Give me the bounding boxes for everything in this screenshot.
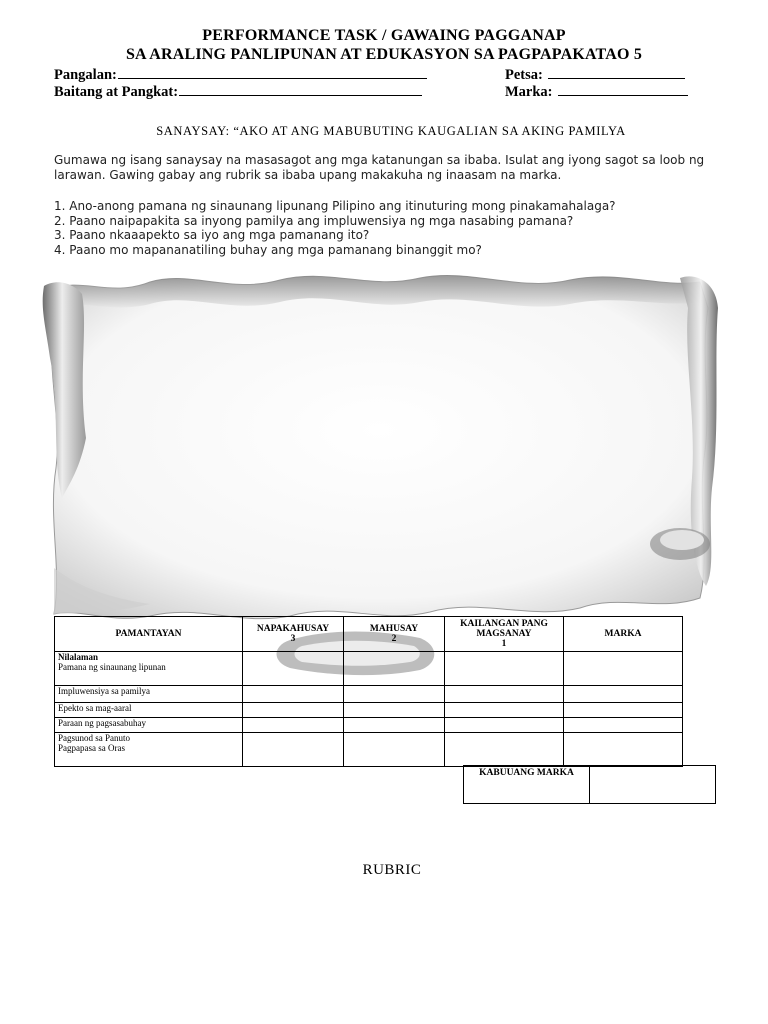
- score-cell[interactable]: [344, 733, 445, 767]
- question-item: 2. Paano naipapakita sa inyong pamilya ang impluwensiya ng mga nasabing pamana?: [54, 213, 574, 228]
- score-cell[interactable]: [344, 652, 445, 686]
- header-score: MARKA: [564, 617, 683, 652]
- criteria-cell: [55, 686, 243, 703]
- score-cell[interactable]: [445, 686, 564, 703]
- criteria-title: Impluwensiya sa pamilya: [58, 686, 150, 696]
- score-cell[interactable]: [445, 718, 564, 733]
- header-needs-practice-score: 1: [501, 639, 507, 649]
- score-cell[interactable]: [445, 703, 564, 718]
- criteria-cell: [55, 703, 243, 718]
- table-row: [55, 703, 683, 718]
- criteria-cell: [55, 733, 243, 767]
- header-good: [344, 617, 445, 652]
- grade-section-blank-line[interactable]: [179, 83, 422, 96]
- title-line-1: PERFORMANCE TASK / GAWAING PAGGANAP: [202, 27, 566, 44]
- score-cell[interactable]: [243, 652, 344, 686]
- score-cell[interactable]: [564, 652, 683, 686]
- total-score-table: [463, 765, 716, 804]
- question-item: 4. Paano mo mapananatiling buhay ang mga pamanang binanggit mo?: [54, 242, 482, 257]
- header-criteria: PAMANTAYAN: [55, 617, 243, 652]
- score-cell[interactable]: [344, 686, 445, 703]
- rubric-caption: RUBRIC: [362, 862, 422, 878]
- name-label: Pangalan:: [54, 67, 117, 83]
- essay-subtitle: SANAYSAY: “AKO AT ANG MABUBUTING KAUGALIAN SA AKING PAMILYA: [156, 124, 626, 138]
- score-cell[interactable]: [243, 718, 344, 733]
- header-good-score: 2: [391, 634, 397, 644]
- table-row: [55, 733, 683, 767]
- header-needs-practice: [445, 617, 564, 652]
- header-excellent-label: NAPAKAHUSAY: [256, 624, 330, 634]
- table-row: [55, 652, 683, 686]
- date-label: Petsa:: [505, 67, 543, 83]
- date-field[interactable]: [505, 66, 685, 84]
- score-cell[interactable]: [243, 703, 344, 718]
- criteria-title: Pagsunod sa Panuto: [58, 733, 130, 743]
- score-cell[interactable]: [564, 703, 683, 718]
- header-excellent-score: 3: [290, 634, 296, 644]
- question-item: 3. Paano nkaaapekto sa iyo ang mga pamanang ito?: [54, 228, 370, 242]
- score-field[interactable]: [505, 83, 688, 101]
- header-needs-practice-label: KAILANGAN PANG MAGSANAY: [460, 619, 548, 639]
- criteria-detail: Pamana ng sinaunang lipunan: [58, 662, 166, 672]
- date-blank-line[interactable]: [548, 66, 685, 79]
- score-cell[interactable]: [344, 718, 445, 733]
- table-row: [55, 686, 683, 703]
- score-cell[interactable]: [564, 686, 683, 703]
- header-excellent: [243, 617, 344, 652]
- score-cell[interactable]: [344, 703, 445, 718]
- criteria-detail: Pagpapasa sa Oras: [58, 743, 125, 753]
- criteria-title: Epekto sa mag-aaral: [58, 703, 132, 713]
- total-score-cell[interactable]: [590, 766, 716, 804]
- bottom-right-curl-highlight: [660, 530, 704, 550]
- grade-section-field[interactable]: [54, 83, 422, 101]
- question-item: 1. Ano-anong pamana ng sinaunang lipunang Pilipino ang itinuturing mong pinakamahalaga?: [54, 199, 616, 213]
- score-blank-line[interactable]: [558, 83, 688, 96]
- score-cell[interactable]: [564, 733, 683, 767]
- score-label: Marka:: [505, 84, 553, 100]
- instructions-line: larawan. Gawing gabay ang rubrik sa ibaba upang makakuha ng inaasam na marka.: [54, 168, 562, 182]
- instructions: [54, 153, 724, 183]
- score-cell[interactable]: [564, 718, 683, 733]
- question-list: [54, 199, 734, 257]
- rubric-header-row: [55, 617, 683, 652]
- total-score-label: KABUUANG MARKA: [464, 766, 590, 804]
- score-cell[interactable]: [445, 733, 564, 767]
- header-good-label: MAHUSAY: [369, 624, 419, 634]
- name-field[interactable]: [54, 66, 427, 84]
- criteria-cell: [55, 652, 243, 686]
- title-line-2: SA ARALING PANLIPUNAN AT EDUKASYON SA PAGPAPAKATAO 5: [125, 46, 643, 63]
- score-cell[interactable]: [243, 733, 344, 767]
- instructions-line: Gumawa ng isang sanaysay na masasagot ang mga katanungan sa ibaba. Isulat ang iyong sagot sa loob ng: [54, 153, 705, 167]
- parchment-body: [52, 275, 708, 618]
- criteria-cell: [55, 718, 243, 733]
- score-cell[interactable]: [445, 652, 564, 686]
- name-blank-line[interactable]: [118, 66, 427, 79]
- table-row: [55, 718, 683, 733]
- rubric-table: [54, 616, 683, 767]
- grade-section-label: Baitang at Pangkat:: [54, 84, 179, 100]
- criteria-title: Paraan ng pagsasabuhay: [58, 718, 146, 728]
- score-cell[interactable]: [243, 686, 344, 703]
- criteria-title: Nilalaman: [58, 652, 99, 662]
